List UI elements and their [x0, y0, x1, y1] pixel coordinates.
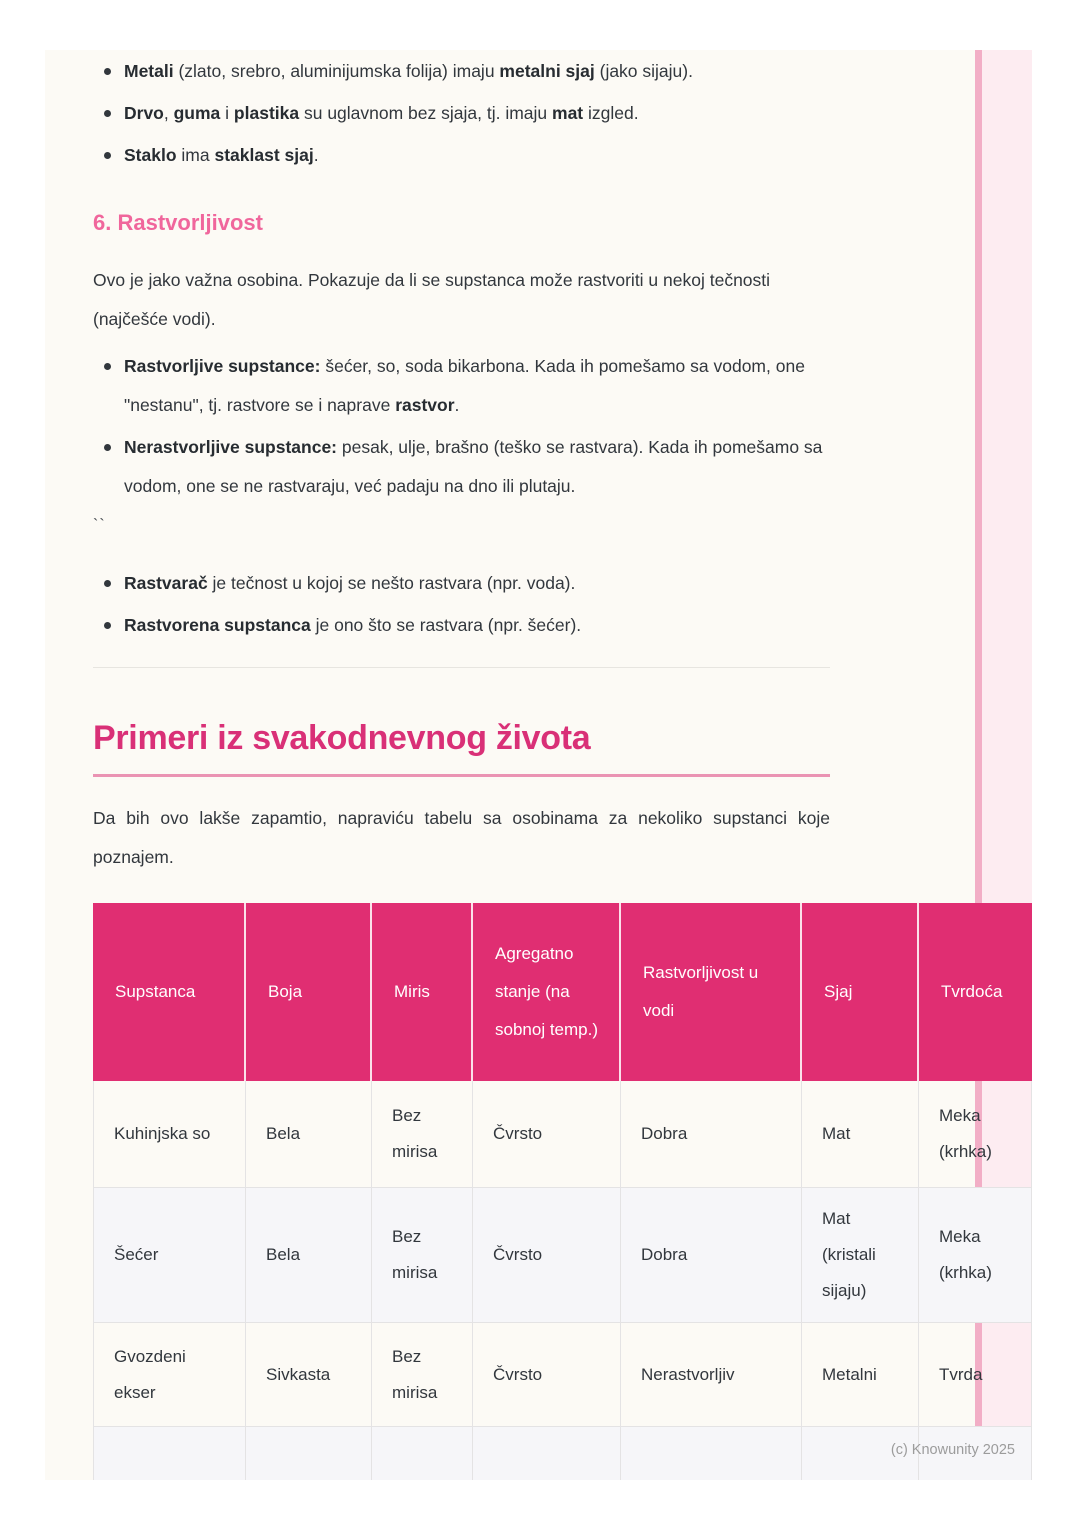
page-title: Primeri iz svakodnevnog života [93, 719, 591, 757]
list-item [93, 347, 830, 425]
table-cell: Dobra [621, 1081, 802, 1188]
copyright-watermark: (c) Knowunity 2025 [890, 1442, 1015, 1458]
terms-bullet-list [93, 564, 830, 645]
table-cell: Čvrsto [473, 1323, 621, 1427]
text-segment: metalni sjaj [499, 61, 595, 81]
text-segment: su uglavnom bez sjaja, tj. imaju [299, 103, 553, 123]
column-header-agregatno-stanje: Agregatno stanje (na sobnoj temp.) [473, 903, 621, 1081]
column-header-sjaj: Sjaj [802, 903, 919, 1081]
text-segment: Rastvorena supstanca [124, 615, 311, 635]
column-header-miris: Miris [372, 903, 473, 1081]
section-divider [93, 667, 830, 668]
text-segment: izgled. [583, 103, 639, 123]
list-item [93, 94, 830, 133]
text-segment: Drvo [124, 103, 164, 123]
table-cell: Bela [246, 1081, 372, 1188]
column-header-tvrdoca: Tvrdoća [919, 903, 1032, 1081]
list-item [93, 606, 830, 645]
bullet-icon [104, 580, 111, 587]
text-segment: Rastvarač [124, 573, 208, 593]
solubility-bullet-list [93, 347, 830, 506]
notes-page [45, 50, 1032, 1480]
table-cell: Bela [246, 1188, 372, 1323]
bullet-icon [104, 152, 111, 159]
text-segment: , [163, 103, 174, 123]
table-cell [621, 1427, 802, 1480]
table-row [93, 1081, 1032, 1188]
text-segment: mat [552, 103, 584, 123]
list-item [93, 136, 830, 175]
list-item-text [124, 428, 830, 506]
list-item [93, 564, 830, 603]
table-cell: Mat [802, 1081, 919, 1188]
text-segment: je tečnost u kojoj se nešto rastvara (npr. voda). [207, 573, 576, 593]
list-item [93, 52, 830, 91]
text-segment: guma [173, 103, 221, 123]
table-cell: Dobra [621, 1188, 802, 1323]
code-backticks: `` [93, 517, 106, 534]
text-segment: staklast sjaj [214, 145, 314, 165]
list-item-text [124, 52, 693, 91]
table-cell: Bez mirisa [372, 1323, 473, 1427]
bullet-icon [104, 110, 111, 117]
column-header-rastvorljivost: Rastvorljivost u vodi [621, 903, 802, 1081]
table-row [93, 1323, 1032, 1427]
list-item-text [124, 347, 830, 425]
list-item-text [124, 564, 575, 603]
table-cell: Nerastvorljiv [621, 1323, 802, 1427]
table-cell: Tvrda [919, 1323, 1032, 1427]
table-intro-paragraph: Da bih ovo lakše zapamtio, napraviću tabelu sa osobinama za nekoliko supstanci koje poznajem. [93, 808, 830, 867]
properties-table [93, 903, 1032, 1480]
column-header-boja: Boja [246, 903, 372, 1081]
intro-paragraph: Ovo je jako važna osobina. Pokazuje da li se supstanca može rastvoriti u nekoj tečnosti (najčešće vodi). [93, 270, 771, 329]
text-segment: Metali [124, 61, 174, 81]
luster-bullet-list [93, 52, 830, 175]
table-cell: Bez mirisa [372, 1081, 473, 1188]
page-content [45, 50, 1032, 1480]
text-segment: i [220, 103, 234, 123]
text-segment: (jako sijaju). [594, 61, 693, 81]
text-segment: . [313, 145, 319, 165]
text-segment: Rastvorljive supstance: [124, 356, 321, 376]
bullet-icon [104, 622, 111, 629]
table-cell [372, 1427, 473, 1480]
list-item-text [124, 606, 581, 645]
table-cell: Kuhinjska so [93, 1081, 246, 1188]
table-cell: Čvrsto [473, 1188, 621, 1323]
table-cell [473, 1427, 621, 1480]
text-segment: pesak, ulje, brašno (teško se rastvara). Kada ih pomešamo sa vodom, one se ne rastvaraju, već padaju na dno ili plutaju. [124, 437, 823, 496]
table-cell [246, 1427, 372, 1480]
table-cell: Meka (krhka) [919, 1188, 1032, 1323]
text-segment: ima [176, 145, 215, 165]
heading-underline [93, 774, 830, 777]
text-segment: je ono što se rastvara (npr. šećer). [310, 615, 582, 635]
section-heading-rastvorljivost: 6. Rastvorljivost [93, 210, 263, 235]
text-segment: . [454, 395, 460, 415]
table-cell: Mat (kristali sijaju) [802, 1188, 919, 1323]
list-item-text [124, 136, 319, 175]
bullet-icon [104, 444, 111, 451]
table-cell: Gvozdeni ekser [93, 1323, 246, 1427]
list-item [93, 428, 830, 506]
table-cell [93, 1427, 246, 1480]
table-cell: Metalni [802, 1323, 919, 1427]
text-segment: Staklo [124, 145, 177, 165]
text-segment: plastika [233, 103, 300, 123]
bullet-icon [104, 363, 111, 370]
text-segment: Nerastvorljive supstance: [124, 437, 338, 457]
text-segment: (zlato, srebro, aluminijumska folija) imaju [173, 61, 500, 81]
list-item-text [124, 94, 639, 133]
table-cell: Šećer [93, 1188, 246, 1323]
table-cell: Bez mirisa [372, 1188, 473, 1323]
bullet-icon [104, 68, 111, 75]
table-row [93, 1188, 1032, 1323]
table-cell: Meka (krhka) [919, 1081, 1032, 1188]
table-header-row [93, 903, 1032, 1081]
text-segment: rastvor [395, 395, 455, 415]
text-segment: šećer, so, soda bikarbona. Kada ih pomešamo sa vodom, one "nestanu", tj. rastvore se i naprave [124, 356, 805, 415]
table-cell: Čvrsto [473, 1081, 621, 1188]
table-cell: Sivkasta [246, 1323, 372, 1427]
column-header-supstanca: Supstanca [93, 903, 246, 1081]
